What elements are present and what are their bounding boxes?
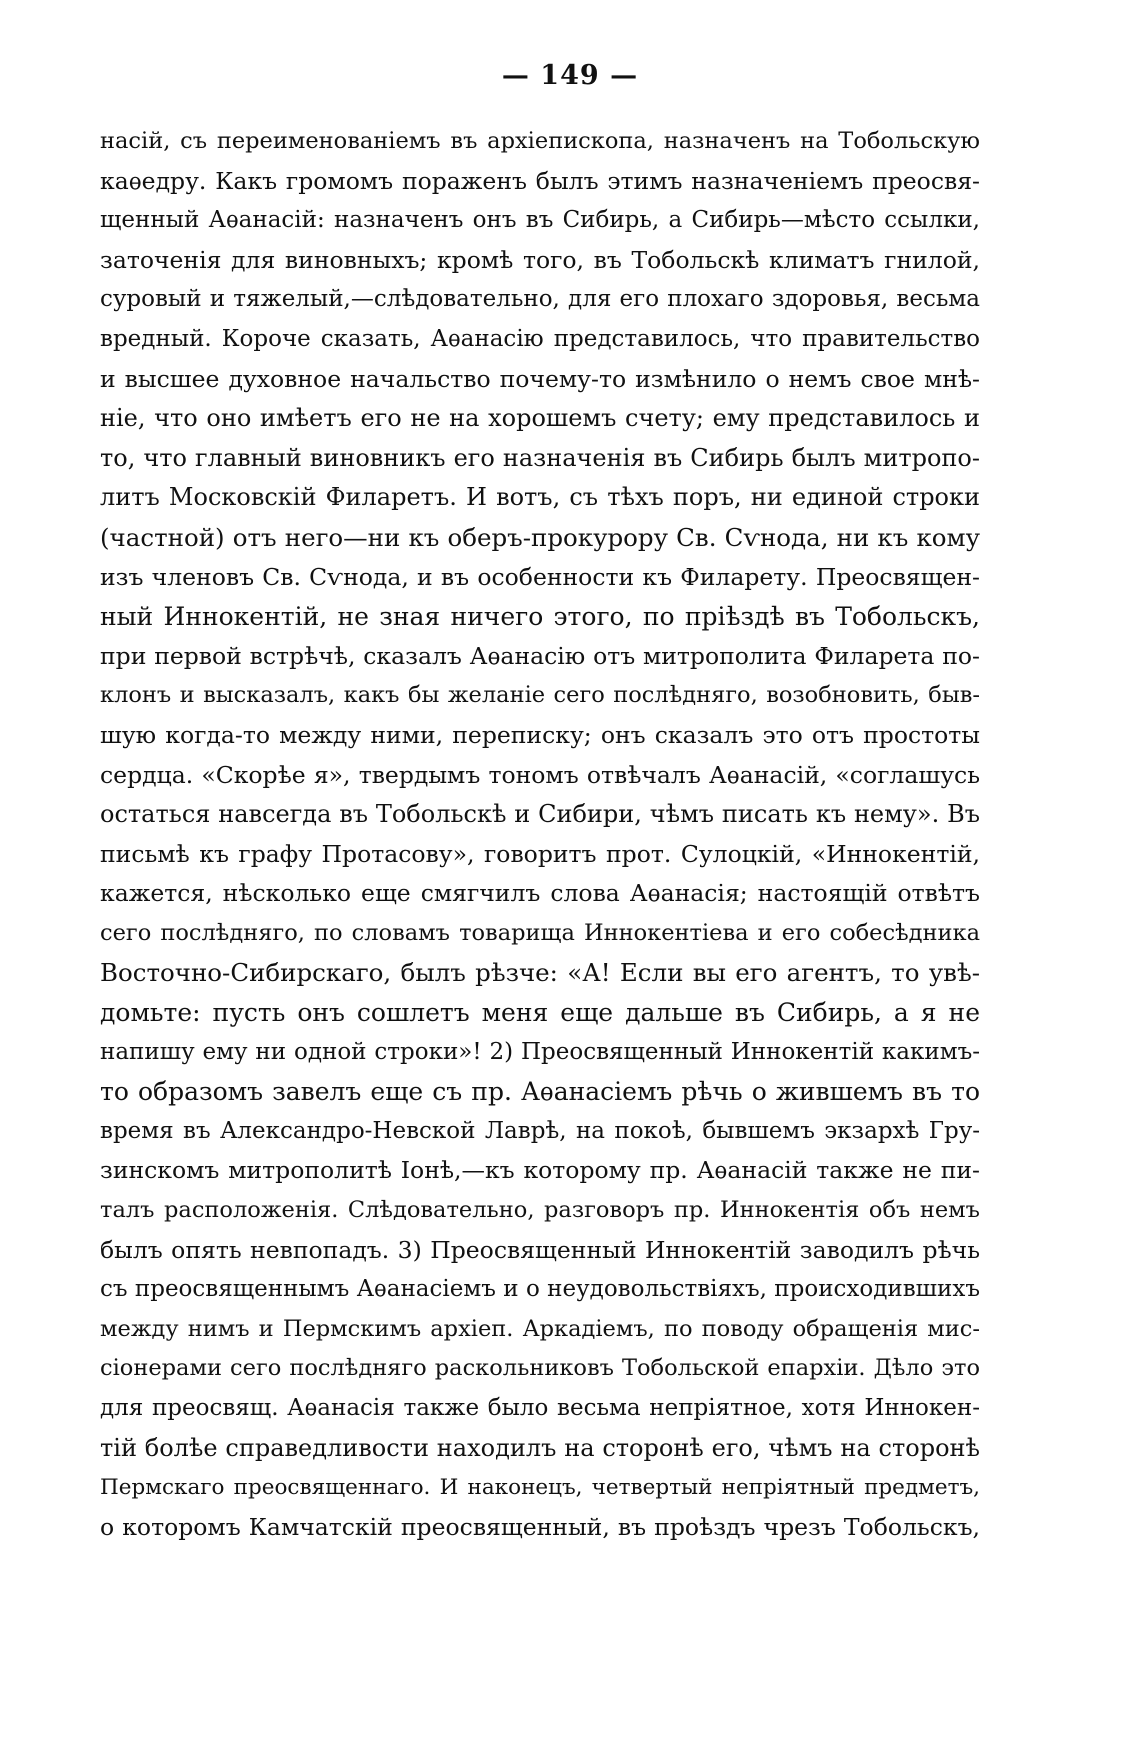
text-line: остаться навсегда въ Тобольскѣ и Сибири, чѣмъ писать къ нему». Въ <box>100 800 980 829</box>
text-line: вредный. Короче сказать, Аѳанасію представилось, что правительство <box>100 325 980 352</box>
text-line: Пермскаго преосвященнаго. И наконецъ, четвертый непріятный предметъ, <box>100 1475 980 1501</box>
text-line: насій, съ переименованіемъ въ архіепископа, назначенъ на Тобольскую <box>100 128 980 154</box>
text-line: письмѣ къ графу Протасову», говоритъ прот. Сулоцкій, «Иннокентій, <box>100 839 980 868</box>
text-line: (частной) отъ него—ни къ оберъ-прокурору Св. Сѵнода, ни къ кому <box>100 522 980 552</box>
text-line: тій болѣе справедливости находилъ на сторонѣ его, чѣмъ на сторонѣ <box>100 1433 980 1462</box>
text-line: то образомъ завелъ еще съ пр. Аѳанасіемъ рѣчь о жившемъ въ то <box>100 1077 980 1107</box>
text-line: при первой встрѣчѣ, сказалъ Аѳанасію отъ митрополита Филарета по- <box>100 641 980 670</box>
text-line: ный Иннокентій, не зная ничего этого, по пріѣздѣ въ Тобольскъ, <box>100 602 980 632</box>
text-line: Восточно-Сибирскаго, былъ рѣзче: «А! Если вы его агентъ, то увѣ- <box>100 958 980 988</box>
text-line: ніе, что оно имѣетъ его не на хорошемъ счету; ему представилось и <box>100 404 980 433</box>
text-line: о которомъ Камчатскій преосвященный, въ проѣздъ чрезъ Тобольскъ, <box>100 1512 980 1541</box>
text-line: зинскомъ митрополитѣ Іонѣ,—къ которому пр. Аѳанасій также не пи- <box>100 1156 980 1185</box>
text-line: талъ расположенія. Слѣдовательно, разговоръ пр. Иннокентія объ немъ <box>100 1197 980 1224</box>
text-line: изъ членовъ Св. Сѵнода, и въ особенности къ Филарету. Преосвящен- <box>100 562 980 591</box>
text-line: и высшее духовное начальство почему-то измѣнило о немъ свое мнѣ- <box>100 364 980 393</box>
text-line: время въ Александро-Невской Лаврѣ, на покоѣ, бывшемъ экзархѣ Гру- <box>100 1117 980 1144</box>
text-line: шую когда-то между ними, переписку; онъ сказалъ это отъ простоты <box>100 720 980 749</box>
text-line: суровый и тяжелый,—слѣдовательно, для его плохаго здоровья, весьма <box>100 286 980 313</box>
body-text <box>100 122 980 1547</box>
page-number: — 149 — <box>501 60 639 91</box>
text-line: для преосвящ. Аѳанасія также было весьма непріятное, хотя Иннокен- <box>100 1395 980 1421</box>
text-line: напишу ему ни одной строки»! 2) Преосвященный Иннокентій какимъ- <box>100 1038 980 1065</box>
text-line: заточенія для виновныхъ; кромѣ того, въ Тобольскѣ климатъ гнилой, <box>100 245 980 274</box>
text-line: каѳедру. Какъ громомъ пораженъ былъ этимъ назначеніемъ преосвя- <box>100 166 980 195</box>
text-line: домьте: пусть онъ сошлетъ меня еще дальше въ Сибирь, а я не <box>100 998 980 1028</box>
text-line: сердца. «Скорѣе я», твердымъ тономъ отвѣчалъ Аѳанасій, «соглашусь <box>100 760 980 789</box>
text-line: кажется, нѣсколько еще смягчилъ слова Аѳанасія; настоящій отвѣтъ <box>100 879 980 908</box>
text-line: щенный Аѳанасій: назначенъ онъ въ Сибирь, а Сибирь—мѣсто ссылки, <box>100 207 980 234</box>
text-line: сіонерами сего послѣдняго раскольниковъ Тобольской епархіи. Дѣло это <box>100 1355 980 1382</box>
text-line: сего послѣдняго, по словамъ товарища Иннокентіева и его собесѣдника <box>100 919 980 946</box>
text-line: то, что главный виновникъ его назначенія въ Сибирь былъ митропо- <box>100 443 980 472</box>
text-line: былъ опять невпопадъ. 3) Преосвященный Иннокентій заводилъ рѣчь <box>100 1235 980 1264</box>
text-line: клонъ и высказалъ, какъ бы желаніе сего послѣдняго, возобновить, быв- <box>100 682 980 709</box>
text-line: съ преосвященнымъ Аѳанасіемъ и о неудовольствіяхъ, происходившихъ <box>100 1276 980 1303</box>
text-line: между нимъ и Пермскимъ архіеп. Аркадіемъ, по поводу обращенія мис- <box>100 1315 980 1342</box>
text-line: литъ Московскій Филаретъ. И вотъ, съ тѣхъ поръ, ни единой строки <box>100 483 980 512</box>
